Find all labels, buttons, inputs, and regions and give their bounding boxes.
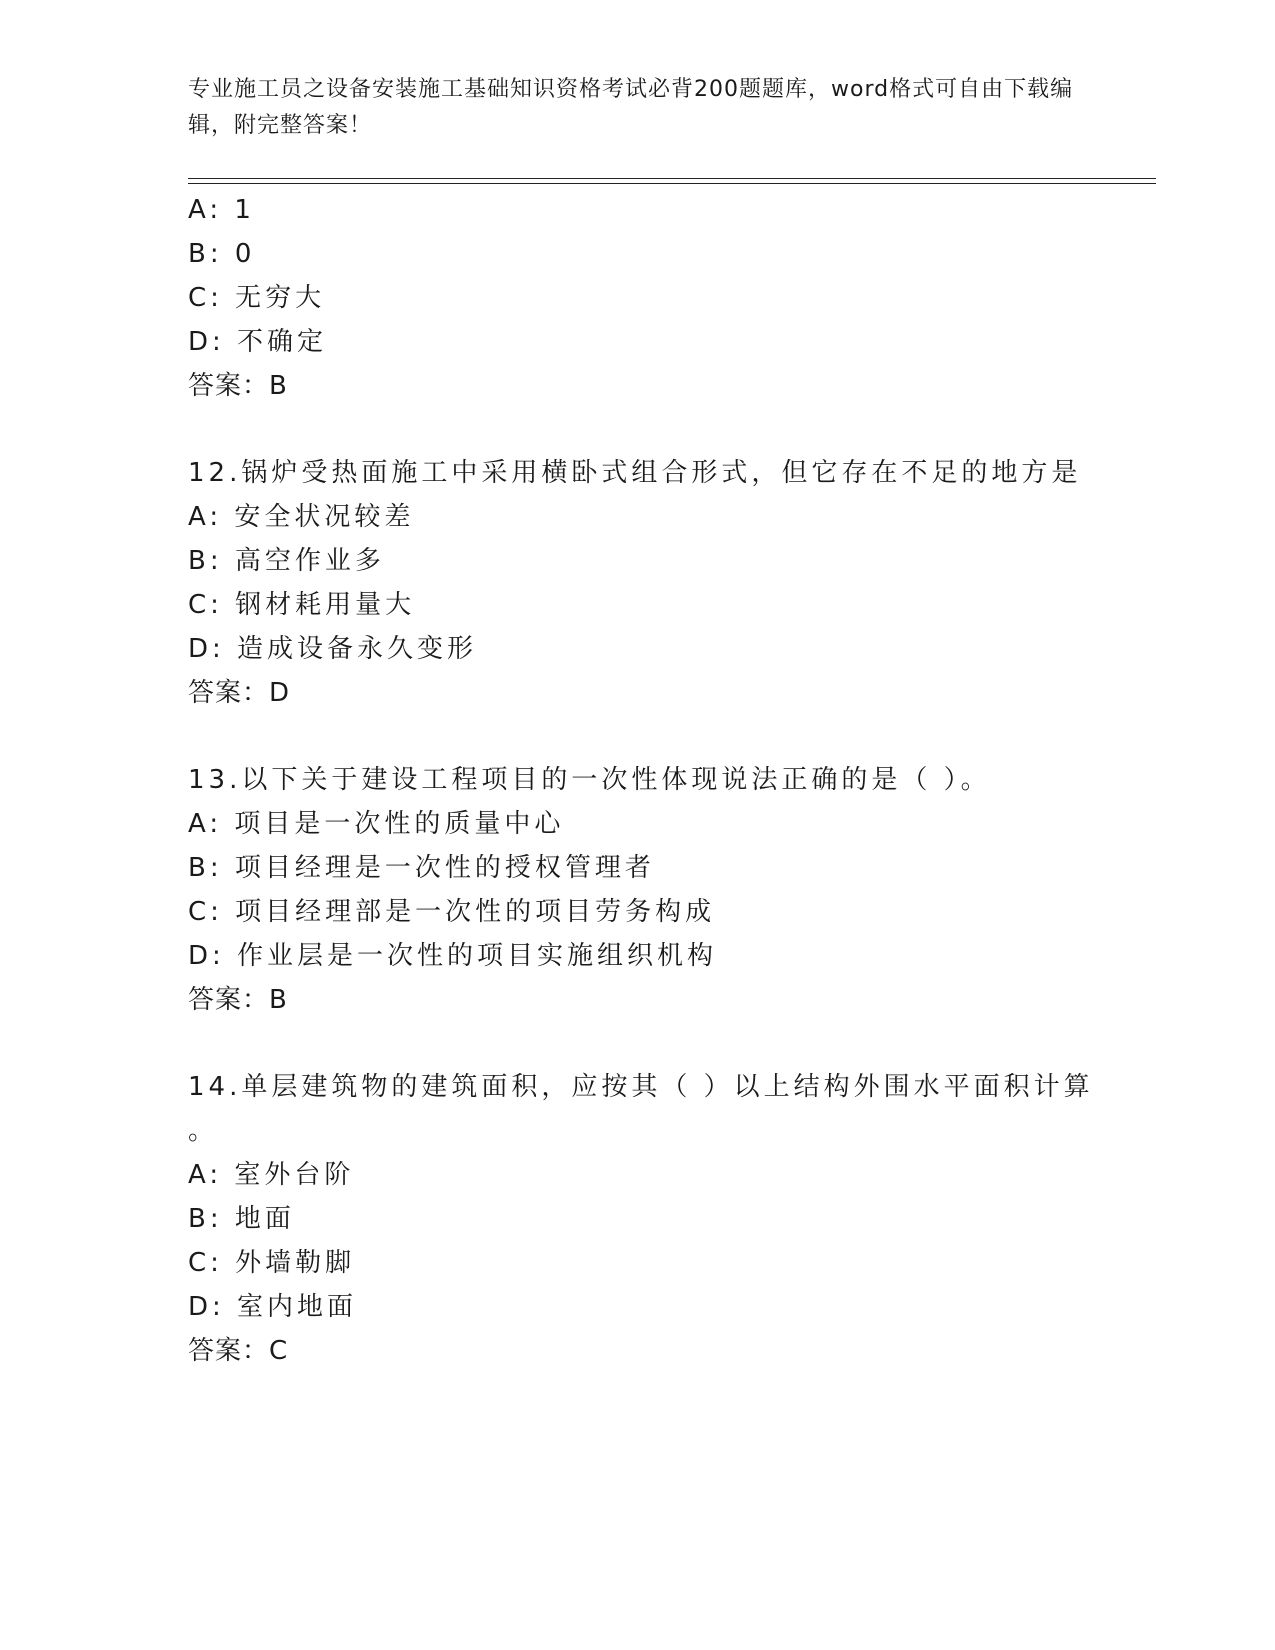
document-header: 专业施工员之设备安装施工基础知识资格考试必背200题题库，word格式可自由下载编辑，附完整答案！ <box>188 77 1074 138</box>
q14-answer: 答案：C <box>188 1336 289 1366</box>
q14-stem-line1: 14.单层建筑物的建筑面积，应按其（ ）以上结构外围水平面积计算 <box>188 1072 1094 1102</box>
q12-option-d: D: 造成设备永久变形 <box>188 634 478 664</box>
q12-option-c: C: 钢材耗用量大 <box>188 590 416 620</box>
q11-option-b: B: 0 <box>188 239 256 269</box>
q14-option-c: C: 外墙勒脚 <box>188 1248 356 1278</box>
q14-option-a: A: 室外台阶 <box>188 1160 355 1190</box>
q14-option-b: B: 地面 <box>188 1204 295 1234</box>
header-divider-bottom <box>188 183 1156 184</box>
q11-option-d: D: 不确定 <box>188 327 328 357</box>
q13-option-b: B: 项目经理是一次性的授权管理者 <box>188 853 655 883</box>
q11-option-a: A: 1 <box>188 195 255 225</box>
q13-stem: 13.以下关于建设工程项目的一次性体现说法正确的是（ ）。 <box>188 765 991 795</box>
q14-stem-line2: 。 <box>188 1116 219 1146</box>
q12-answer: 答案：D <box>188 678 291 708</box>
q12-option-b: B: 高空作业多 <box>188 546 385 576</box>
header-divider-top <box>188 178 1156 179</box>
q12-stem: 12.锅炉受热面施工中采用横卧式组合形式，但它存在不足的地方是 <box>188 458 1082 488</box>
q13-answer: 答案：B <box>188 985 288 1015</box>
q13-option-d: D: 作业层是一次性的项目实施组织机构 <box>188 941 718 971</box>
q11-answer: 答案：B <box>188 371 288 401</box>
q12-option-a: A: 安全状况较差 <box>188 502 415 532</box>
q14-option-d: D: 室内地面 <box>188 1292 358 1322</box>
q13-option-a: A: 项目是一次性的质量中心 <box>188 809 565 839</box>
q13-option-c: C: 项目经理部是一次性的项目劳务构成 <box>188 897 716 927</box>
q11-option-c: C: 无穷大 <box>188 283 326 313</box>
